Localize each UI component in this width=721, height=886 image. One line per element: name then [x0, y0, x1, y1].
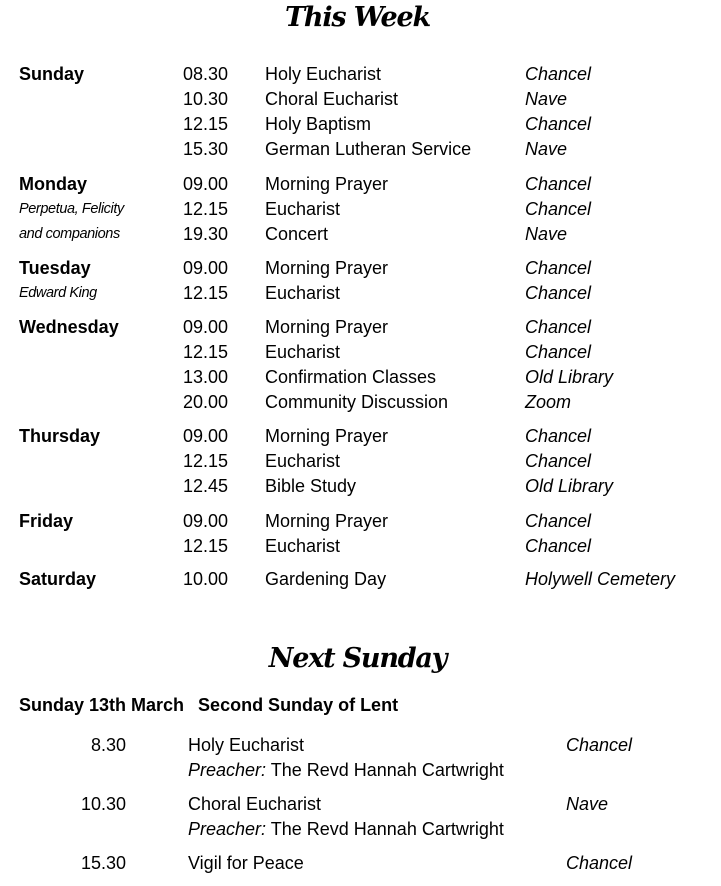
service-time: 15.30 — [80, 853, 126, 873]
service-location: Chancel — [525, 199, 592, 219]
service-location: Chancel — [525, 174, 592, 194]
preacher-name: The Revd Hannah Cartwright — [270, 819, 504, 839]
service-name: Vigil for Peace — [188, 853, 304, 873]
service-time: 10.00 — [183, 569, 229, 589]
service-time: 08.30 — [183, 64, 229, 84]
service-row — [0, 340, 721, 365]
service-row — [0, 449, 721, 474]
service-name: Morning Prayer — [265, 174, 389, 194]
service-time: 13.00 — [183, 367, 229, 387]
day-name: Monday — [19, 174, 88, 194]
service-time: 12.15 — [183, 114, 229, 134]
service-time: 12.15 — [183, 283, 229, 303]
service-location: Chancel — [525, 511, 592, 531]
preacher-label: Preacher: — [188, 819, 267, 839]
service-location: Old Library — [525, 367, 614, 387]
service-location: Chancel — [525, 258, 592, 278]
service-name: Holy Eucharist — [188, 735, 305, 755]
service-time: 12.15 — [183, 199, 229, 219]
service-name: Eucharist — [265, 536, 341, 556]
service-name: Morning Prayer — [265, 426, 389, 446]
service-time: 09.00 — [183, 426, 229, 446]
service-location: Chancel — [566, 853, 633, 873]
service-time: 09.00 — [183, 174, 229, 194]
service-time: 09.00 — [183, 317, 229, 337]
service-name: Morning Prayer — [265, 317, 389, 337]
day-name: Saturday — [19, 569, 97, 589]
service-name: Eucharist — [265, 199, 341, 219]
service-name: Holy Baptism — [265, 114, 372, 134]
preacher-label: Preacher: — [188, 760, 267, 780]
service-time: 12.45 — [183, 476, 229, 496]
service-name: Morning Prayer — [265, 511, 389, 531]
service-time: 10.30 — [80, 794, 126, 814]
service-name: Morning Prayer — [265, 258, 389, 278]
service-row — [0, 567, 721, 592]
saint-commemoration: Perpetua, Felicity — [19, 201, 124, 217]
service-name: Gardening Day — [265, 569, 387, 589]
service-location: Nave — [566, 794, 609, 814]
service-location: Chancel — [525, 64, 592, 84]
preacher-line — [188, 817, 504, 842]
service-name: German Lutheran Service — [265, 139, 472, 159]
service-location: Holywell Cemetery — [525, 569, 676, 589]
this-week-title: This Week — [285, 2, 430, 33]
service-row — [0, 137, 721, 162]
day-name: Tuesday — [19, 258, 91, 278]
next-sunday-occasion: Second Sunday of Lent — [198, 695, 399, 715]
day-name: Sunday — [19, 64, 85, 84]
service-row — [0, 315, 721, 340]
service-name: Eucharist — [265, 342, 341, 362]
service-location: Nave — [525, 139, 568, 159]
service-row — [0, 534, 721, 559]
service-location: Nave — [525, 89, 568, 109]
service-name: Choral Eucharist — [188, 794, 322, 814]
service-location: Chancel — [525, 536, 592, 556]
service-location: Chancel — [566, 735, 633, 755]
preacher-line — [188, 758, 504, 783]
preacher-name: The Revd Hannah Cartwright — [270, 760, 504, 780]
service-time: 10.30 — [183, 89, 229, 109]
service-location: Nave — [525, 224, 568, 244]
service-name: Confirmation Classes — [265, 367, 437, 387]
service-name: Eucharist — [265, 451, 341, 471]
service-time: 12.15 — [183, 536, 229, 556]
service-location: Chancel — [525, 317, 592, 337]
service-name: Choral Eucharist — [265, 89, 399, 109]
day-name: Thursday — [19, 426, 101, 446]
next-sunday-heading — [19, 693, 398, 718]
service-row — [0, 62, 721, 87]
saint-commemoration: and companions — [19, 226, 120, 242]
service-time: 12.15 — [183, 342, 229, 362]
service-location: Chancel — [525, 451, 592, 471]
service-time: 09.00 — [183, 511, 229, 531]
service-name: Eucharist — [265, 283, 341, 303]
service-row — [0, 509, 721, 534]
service-row — [0, 87, 721, 112]
service-time: 15.30 — [183, 139, 229, 159]
service-row — [0, 197, 721, 222]
service-name: Concert — [265, 224, 329, 244]
service-time: 09.00 — [183, 258, 229, 278]
service-row — [0, 222, 721, 247]
service-time: 19.30 — [183, 224, 229, 244]
service-location: Old Library — [525, 476, 614, 496]
service-name: Holy Eucharist — [265, 64, 382, 84]
service-row — [0, 256, 721, 281]
saint-commemoration: Edward King — [19, 285, 97, 301]
service-name: Community Discussion — [265, 392, 449, 412]
service-row — [0, 281, 721, 306]
service-time: 20.00 — [183, 392, 229, 412]
service-row — [0, 424, 721, 449]
service-name: Bible Study — [265, 476, 357, 496]
service-location: Chancel — [525, 342, 592, 362]
service-time: 8.30 — [90, 735, 126, 755]
service-row — [0, 390, 721, 415]
service-row — [0, 474, 721, 499]
service-row — [0, 172, 721, 197]
service-location: Chancel — [525, 426, 592, 446]
next-sunday-title: Next Sunday — [268, 643, 447, 674]
service-location: Chancel — [525, 114, 592, 134]
service-row — [0, 112, 721, 137]
service-time: 12.15 — [183, 451, 229, 471]
day-name: Wednesday — [19, 317, 119, 337]
next-sunday-date: Sunday 13th March — [19, 695, 185, 715]
service-row — [0, 365, 721, 390]
service-location: Zoom — [525, 392, 572, 412]
day-name: Friday — [19, 511, 74, 531]
service-location: Chancel — [525, 283, 592, 303]
